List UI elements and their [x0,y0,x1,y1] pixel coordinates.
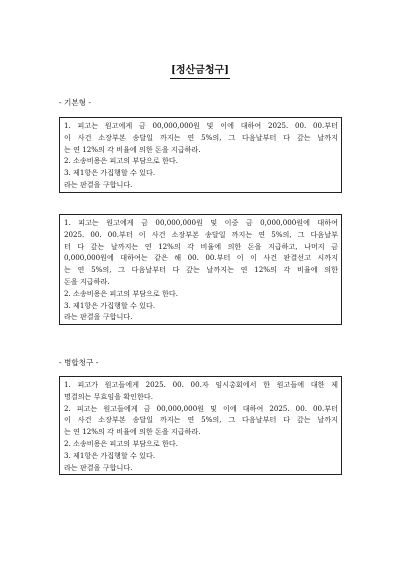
claim-line: 2. 소송비용은 피고의 부담으로 한다. [64,288,178,298]
claim-line: 라는 판결을 구합니다. [64,312,133,322]
claim-line: 터 다 갚는 날까지는 연 12%의 각 비율에 의한 돈을 지급하고, 나머지 금 [64,241,338,251]
claim-box-basic [59,117,342,193]
claim-line: 3. 제1항은 가집행할 수 있다. [64,300,156,310]
claim-line: 명결의는 무효임을 확인한다. [64,391,153,401]
claim-line: 라는 판결을 구합니다. [64,179,133,189]
claim-box-partial [59,214,342,325]
claim-line: 2. 피고는 원고들에게 금 00,000,000원 및 이에 대하여 2025. 00. 00.부터 [64,403,338,413]
claim-line: 이 사건 소장부본 송달일 까지는 연 5%의, 그 다음날부터 다 갚는 날까지 [64,132,338,142]
section-label-basic: - 기본형 - [59,98,91,107]
claim-line: 1. 피고는 원고에게 금 00,000,000원 및 이중 금 0,000,000원에 대하여 [64,218,338,227]
claim-line: 2. 소송비용은 피고의 부담으로 한다. [64,156,178,166]
claim-line: 0,000,000원에 대하여는 같은 해 00. 00.부터 이 이 사건 판결선고 시까지 [64,253,338,263]
claim-line: 1. 피고가 원고들에게 2025. 00. 00.자 임시총회에서 한 원고들에 대한 제 [64,380,338,389]
claim-line: 2. 소송비용은 피고의 부담으로 한다. [64,438,178,448]
document-title-text: [정산금청구] [170,64,230,79]
claim-line: 3. 제1항은 가집행할 수 있다. [64,450,156,460]
claim-line: 2025. 00. 00.부터 이 사건 소장부본 송달일 까지는 연 5%의, 그 다음날부 [64,229,338,239]
document-title [0,64,400,79]
claim-line: 1. 피고는 원고에게 금 00,000,000원 및 이에 대하여 2025. 00. 00.부터 [64,121,338,130]
claim-line: 는 연 5%의, 그 다음날부터 다 갚는 날까지는 연 12%의 각 비율에 의한 [64,265,338,275]
section-label-combined: - 병합청구 - [59,358,99,367]
claim-line: 이 사건 소장부본 송달일 까지는 연 5%의, 그 다음날부터 다 갚는 날까지 [64,415,338,425]
claim-line: 는 연 12%의 각 비율에 의한 돈을 지급하라. [64,427,201,437]
claim-line: 는 연 12%의 각 비율에 의한 돈을 지급하라. [64,144,201,154]
claim-line: 라는 판결을 구합니다. [64,462,133,472]
claim-line: 3. 제1항은 가집행할 수 있다. [64,168,156,178]
claim-box-combined [59,376,342,475]
claim-line: 돈을 지급하라. [64,276,110,286]
